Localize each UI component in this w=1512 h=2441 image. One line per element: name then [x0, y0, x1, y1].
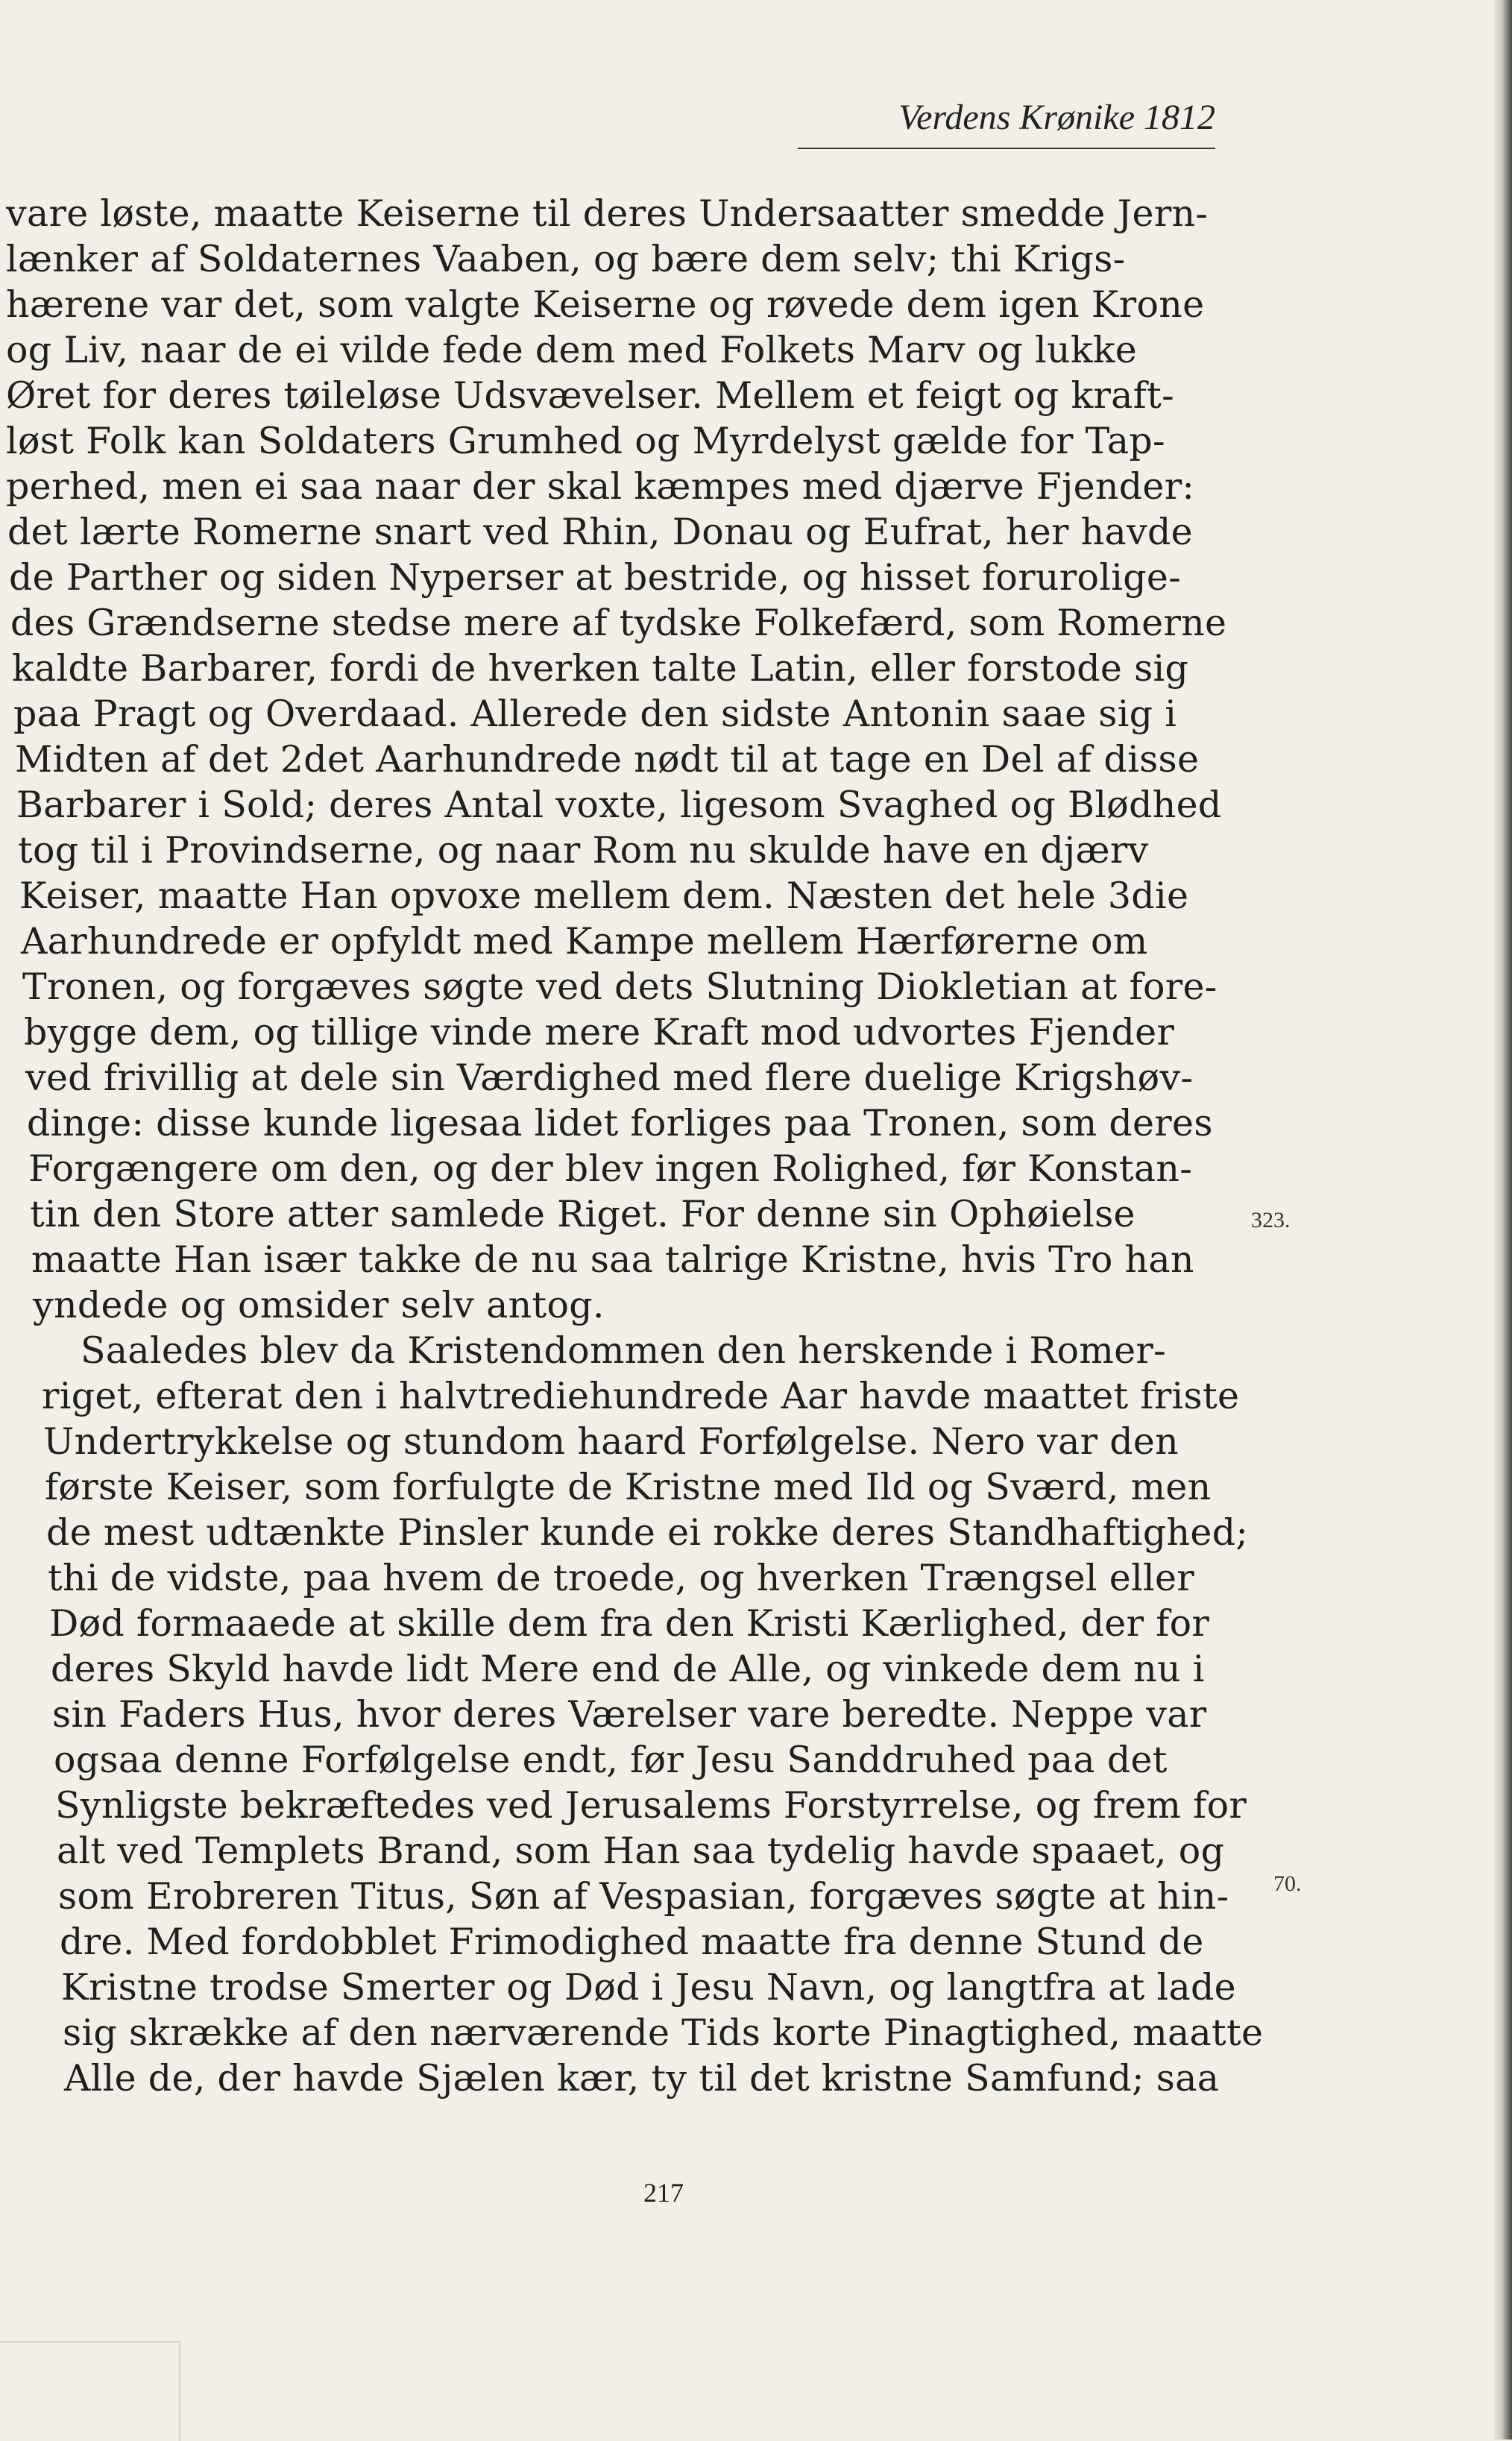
text-line: lænker af Soldaternes Vaaben, og bære dem selv; thi Krigs- — [6, 238, 1126, 280]
page-number: 217 — [643, 2178, 684, 2208]
text-line: riget, efterat den i halvtrediehundrede Aar havde maattet friste — [42, 1375, 1240, 1417]
text-line: Midten af det 2det Aarhundrede nødt til at tage en Del af disse — [15, 738, 1200, 781]
text-line: tog til i Provindserne, og naar Rom nu skulde have en djærv — [18, 829, 1149, 872]
text-line: maatte Han især takke de nu saa talrige Kristne, hvis Tro han — [31, 1238, 1194, 1281]
margin-note-year: 323. — [1251, 1208, 1291, 1232]
text-line: vare løste, maatte Keiserne til deres Undersaatter smedde Jern- — [6, 192, 1209, 235]
margin-note-year: 70. — [1273, 1871, 1302, 1896]
text-line: første Keiser, som forfulgte de Kristne med Ild og Sværd, men — [45, 1466, 1212, 1508]
text-line: tin den Store atter samlede Riget. For denne sin Ophøielse — [30, 1193, 1135, 1235]
text-line: Tronen, og forgæves søgte ved dets Slutning Diokletian at fore- — [22, 966, 1218, 1008]
text-line: det lærte Romerne snart ved Rhin, Donau og Eufrat, her havde — [7, 511, 1193, 553]
text-line: alt ved Templets Brand, som Han saa tydelig havde spaaet, og — [57, 1830, 1225, 1872]
text-line: ved frivillig at dele sin Værdighed med flere duelige Krigshøv- — [25, 1056, 1194, 1099]
body-text — [6, 191, 1264, 2101]
book-spine-edge — [1494, 0, 1512, 2440]
text-line: Barbarer i Sold; deres Antal voxte, ligesom Svaghed og Blødhed — [16, 784, 1222, 826]
text-line: Død formaaede at skille dem fra den Kristi Kærlighed, der for — [49, 1602, 1210, 1645]
text-line: Øret for deres tøileløse Udsvævelser. Mellem et feigt og kraft- — [6, 374, 1174, 417]
text-line: Kristne trodse Smerter og Død i Jesu Navn, og langtfra at lade — [61, 1966, 1236, 2009]
text-line: Alle de, der havde Sjælen kær, ty til det kristne Samfund; saa — [64, 2057, 1220, 2100]
text-line: som Erobreren Titus, Søn af Vespasian, forgæves søgte at hin- — [58, 1875, 1229, 1918]
text-line: Synligste bekræftedes ved Jerusalems Forstyrrelse, og frem for — [55, 1784, 1247, 1827]
text-line: sig skrække af den nærværende Tids korte Pinagtighed, maatte — [63, 2012, 1264, 2054]
text-line: Undertrykkelse og stundom haard Forfølgelse. Nero var den — [43, 1420, 1179, 1463]
text-line: deres Skyld havde lidt Mere end de Alle, og vinkede dem nu i — [51, 1648, 1205, 1690]
text-line: dinge: disse kunde ligesaa lidet forliges paa Tronen, som deres — [27, 1102, 1213, 1144]
text-line: Aarhundrede er opfyldt med Kampe mellem Hærførerne om — [21, 920, 1148, 963]
text-line: løst Folk kan Soldaters Grumhed og Myrdelyst gælde for Tap- — [6, 420, 1165, 462]
text-line: Forgængere om den, og der blev ingen Rolighed, før Konstan- — [28, 1147, 1193, 1190]
text-line: de mest udtænkte Pinsler kunde ei rokke deres Standhaftighed; — [46, 1511, 1249, 1554]
text-line: de Parther og siden Nyperser at bestride, og hisset forurolige- — [9, 556, 1182, 599]
scan-edge-mark — [0, 2341, 180, 2441]
text-line: paa Pragt og Overdaad. Allerede den sidste Antonin saae sig i — [13, 693, 1177, 735]
text-line: ogsaa denne Forfølgelse endt, før Jesu Sanddruhed paa det — [54, 1739, 1168, 1781]
text-line: des Grændserne stedse mere af tydske Folkefærd, som Romerne — [10, 602, 1227, 644]
text-line: bygge dem, og tillige vinde mere Kraft mod udvortes Fjender — [24, 1011, 1175, 1053]
text-line: yndede og omsider selv antog. — [33, 1284, 605, 1326]
text-line: Keiser, maatte Han opvoxe mellem dem. Næsten det hele 3die — [19, 875, 1189, 917]
text-line: thi de vidste, paa hvem de troede, og hverken Trængsel eller — [48, 1557, 1195, 1599]
text-line: perhed, men ei saa naar der skal kæmpes med djærve Fjender: — [6, 465, 1195, 508]
running-head-title: Verdens Krønike 1812 — [798, 88, 1215, 149]
paragraph-start-line: Saaledes blev da Kristendommen den herskende i Romer- — [81, 1329, 1167, 1372]
text-line: og Liv, naar de ei vilde fede dem med Folkets Marv og lukke — [6, 329, 1138, 371]
text-line: kaldte Barbarer, fordi de hverken talte Latin, eller forstode sig — [12, 647, 1189, 690]
text-line: hærene var det, som valgte Keiserne og røvede dem igen Krone — [6, 283, 1205, 326]
text-line: dre. Med fordobblet Frimodighed maatte fra denne Stund de — [60, 1921, 1204, 1963]
text-line: sin Faders Hus, hvor deres Værelser vare beredte. Neppe var — [52, 1693, 1207, 1736]
